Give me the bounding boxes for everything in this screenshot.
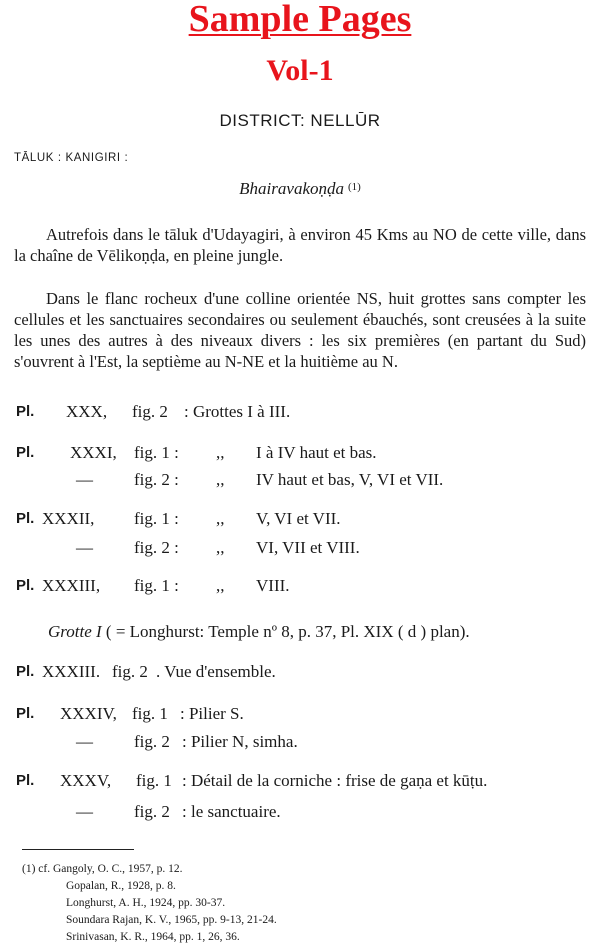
plate-number: XXXIII,: [42, 576, 101, 595]
figure-label: fig. 2: [112, 662, 148, 681]
site-heading: [0, 179, 600, 199]
site-heading-text: Bhairavakoṇḍa: [239, 179, 344, 198]
plate-number: XXXV,: [60, 771, 112, 790]
ditto-mark: ,,: [216, 470, 225, 489]
plate-number: XXXII,: [42, 509, 95, 528]
ditto-mark: ,,: [216, 443, 225, 462]
footnote-line: (1) cf. Gangoly, O. C., 1957, p. 12.: [22, 863, 183, 875]
figure-label: fig. 1 :: [134, 509, 179, 528]
taluk-label: TĀLUK : KANIGIRI :: [14, 152, 129, 164]
plate-description: . Vue d'ensemble.: [156, 662, 276, 681]
plate-label: Pl.: [16, 663, 35, 680]
grotte-label: Grotte I: [48, 622, 102, 641]
footnote-marker: (1): [348, 181, 361, 193]
plate-label: Pl.: [16, 772, 35, 789]
figure-label: fig. 1: [136, 771, 172, 790]
plate-label: Pl.: [16, 577, 35, 594]
figure-label: fig. 2: [132, 402, 168, 421]
plate-number: XXX,: [66, 402, 108, 421]
banner-volume: Vol-1: [266, 54, 334, 87]
ditto-mark: ,,: [216, 509, 225, 528]
plate-description: V, VI et VII.: [256, 509, 341, 528]
footnote-line: Longhurst, A. H., 1924, pp. 30-37.: [66, 897, 226, 909]
plate-description: IV haut et bas, V, VI et VII.: [256, 470, 444, 489]
figure-label: fig. 1: [132, 704, 168, 723]
footnote-line: Soundara Rajan, K. V., 1965, pp. 9-13, 21-24.: [66, 914, 277, 926]
plate-description: VIII.: [256, 576, 290, 595]
figure-label: fig. 1 :: [134, 443, 179, 462]
plate-description: : Détail de la corniche : frise de gaṇa et kūṭu.: [182, 771, 488, 790]
district-title: DISTRICT: NELLŪR: [219, 111, 381, 130]
figure-label: fig. 2: [134, 802, 170, 821]
plate-label: Pl.: [16, 510, 35, 527]
banner-title: Sample Pages: [188, 0, 412, 40]
footnote-line: Srinivasan, K. R., 1964, pp. 1, 26, 36.: [66, 931, 240, 943]
figure-label: fig. 2 :: [134, 538, 179, 557]
plate-label: Pl.: [16, 403, 35, 420]
footnote-line: Gopalan, R., 1928, p. 8.: [66, 880, 176, 892]
plate-number: XXXIV,: [60, 704, 117, 723]
figure-label: fig. 2 :: [134, 470, 179, 489]
plate-description: : Pilier S.: [180, 704, 244, 723]
plate-label: Pl.: [16, 705, 35, 722]
plate-number: —: [76, 470, 93, 489]
plate-description: : Grottes I à III.: [184, 402, 291, 421]
paragraph-description: Dans le flanc rocheux d'une colline orientée NS, huit grottes sans compter les cellules et les sanctuaires secondaires ou seulement ébauchés, sont creusées à la suite les unes des autres à des niveaux divers : les six premières (en partant du Sud) s'ouvrent à l'Est, la septième au N-NE et la huitième au N.: [14, 289, 586, 371]
plate-label: Pl.: [16, 444, 35, 461]
plate-number: XXXIII.: [42, 662, 101, 681]
ditto-mark: ,,: [216, 538, 225, 557]
plate-description: VI, VII et VIII.: [256, 538, 360, 557]
plate-number: —: [76, 802, 93, 821]
plate-number: —: [76, 538, 93, 557]
grotte-text: ( = Longhurst: Temple nº 8, p. 37, Pl. XIX ( d ) plan).: [105, 622, 470, 641]
plate-number: —: [76, 732, 93, 751]
plate-description: I à IV haut et bas.: [256, 443, 377, 462]
footnote-divider: [22, 849, 134, 850]
grotte-reference: [48, 622, 470, 642]
figure-label: fig. 2: [134, 732, 170, 751]
plate-number: XXXI,: [70, 443, 117, 462]
plate-description: : Pilier N, simha.: [182, 732, 298, 751]
paragraph-location: Autrefois dans le tāluk d'Udayagiri, à environ 45 Kms au NO de cette ville, dans la chaîne de Vēlikoṇḍa, en pleine jungle.: [14, 225, 586, 265]
figure-label: fig. 1 :: [134, 576, 179, 595]
ditto-mark: ,,: [216, 576, 225, 595]
plate-description: : le sanctuaire.: [182, 802, 281, 821]
